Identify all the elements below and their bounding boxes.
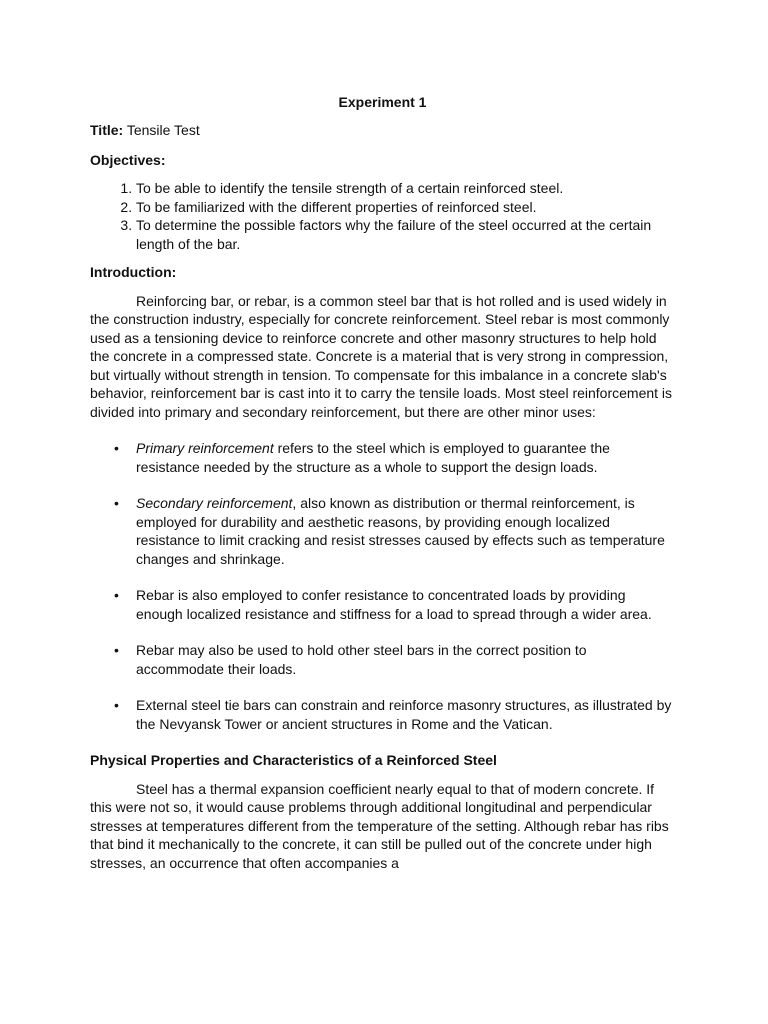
introduction-heading: Introduction: [90, 264, 177, 280]
objective-item: 1. To be able to identify the tensile strength of a certain reinforced steel. [136, 179, 675, 198]
objective-item: 2. To be familiarized with the different properties of reinforced steel. [136, 198, 675, 217]
title-line [90, 121, 675, 140]
use-emphasis: Primary reinforcement [136, 440, 274, 456]
use-emphasis: Secondary reinforcement [136, 495, 293, 511]
bullet-icon: • [114, 440, 119, 456]
objectives-list [90, 179, 675, 253]
properties-paragraph: Steel has a thermal expansion coefficient nearly equal to that of modern concrete. If this were not so, it would cause problems through additional longitudinal and perpendicular stresses at temperatures different from the temperature of the setting. Although rebar has ribs that bind it mechanically to the concrete, it can still be pulled out of the concrete under high stresses, an occurrence that often accompanies a [90, 780, 669, 871]
use-text: , also known as distribution or thermal reinforcement, is employed for durability and aesthetic reasons, by providing enough localized resistance to limit cracking and resist stresses caused by effects such as temperature changes and shrinkage. [136, 495, 665, 567]
bullet-icon: • [114, 495, 119, 511]
list-item [90, 586, 675, 623]
list-item [90, 494, 675, 568]
document-page [90, 93, 675, 872]
properties-heading: Physical Properties and Characteristics of a Reinforced Steel [90, 752, 497, 768]
document-heading: Experiment 1 [338, 94, 427, 110]
use-text: Rebar is also employed to confer resistance to concentrated loads by providing enough localized resistance and stiffness for a load to spread through a wider area. [136, 587, 652, 622]
list-item [90, 439, 675, 476]
uses-list [90, 439, 675, 733]
list-item [90, 696, 675, 733]
use-text: External steel tie bars can constrain and reinforce masonry structures, as illustrated by the Nevyansk Tower or ancient structures in Rome and the Vatican. [136, 697, 672, 732]
use-text: refers to the steel which is employed to guarantee the resistance needed by the structure as a whole to support the design loads. [136, 440, 610, 475]
bullet-icon: • [114, 642, 119, 658]
list-item [90, 641, 675, 678]
bullet-icon: • [114, 697, 119, 713]
bullet-icon: • [114, 587, 119, 603]
objectives-heading: Objectives: [90, 151, 166, 168]
title-value: Tensile Test [126, 122, 200, 138]
title-label: Title: [90, 122, 124, 138]
use-text: Rebar may also be used to hold other steel bars in the correct position to accommodate their loads. [136, 642, 587, 677]
objective-item: 3. To determine the possible factors why the failure of the steel occurred at the certain length of the bar. [136, 216, 675, 253]
introduction-paragraph: Reinforcing bar, or rebar, is a common steel bar that is hot rolled and is used widely in the construction industry, especially for concrete reinforcement. Steel rebar is most commonly used as a tensioning device to reinforce concrete and other masonry structures to help hold the concrete in a compressed state. Concrete is a material that is very strong in compression, but virtually without strength in tension. To compensate for this imbalance in a concrete slab's behavior, reinforcement bar is cast into it to carry the tensile loads. Most steel reinforcement is divided into primary and secondary reinforcement, but there are other minor uses: [90, 292, 673, 420]
